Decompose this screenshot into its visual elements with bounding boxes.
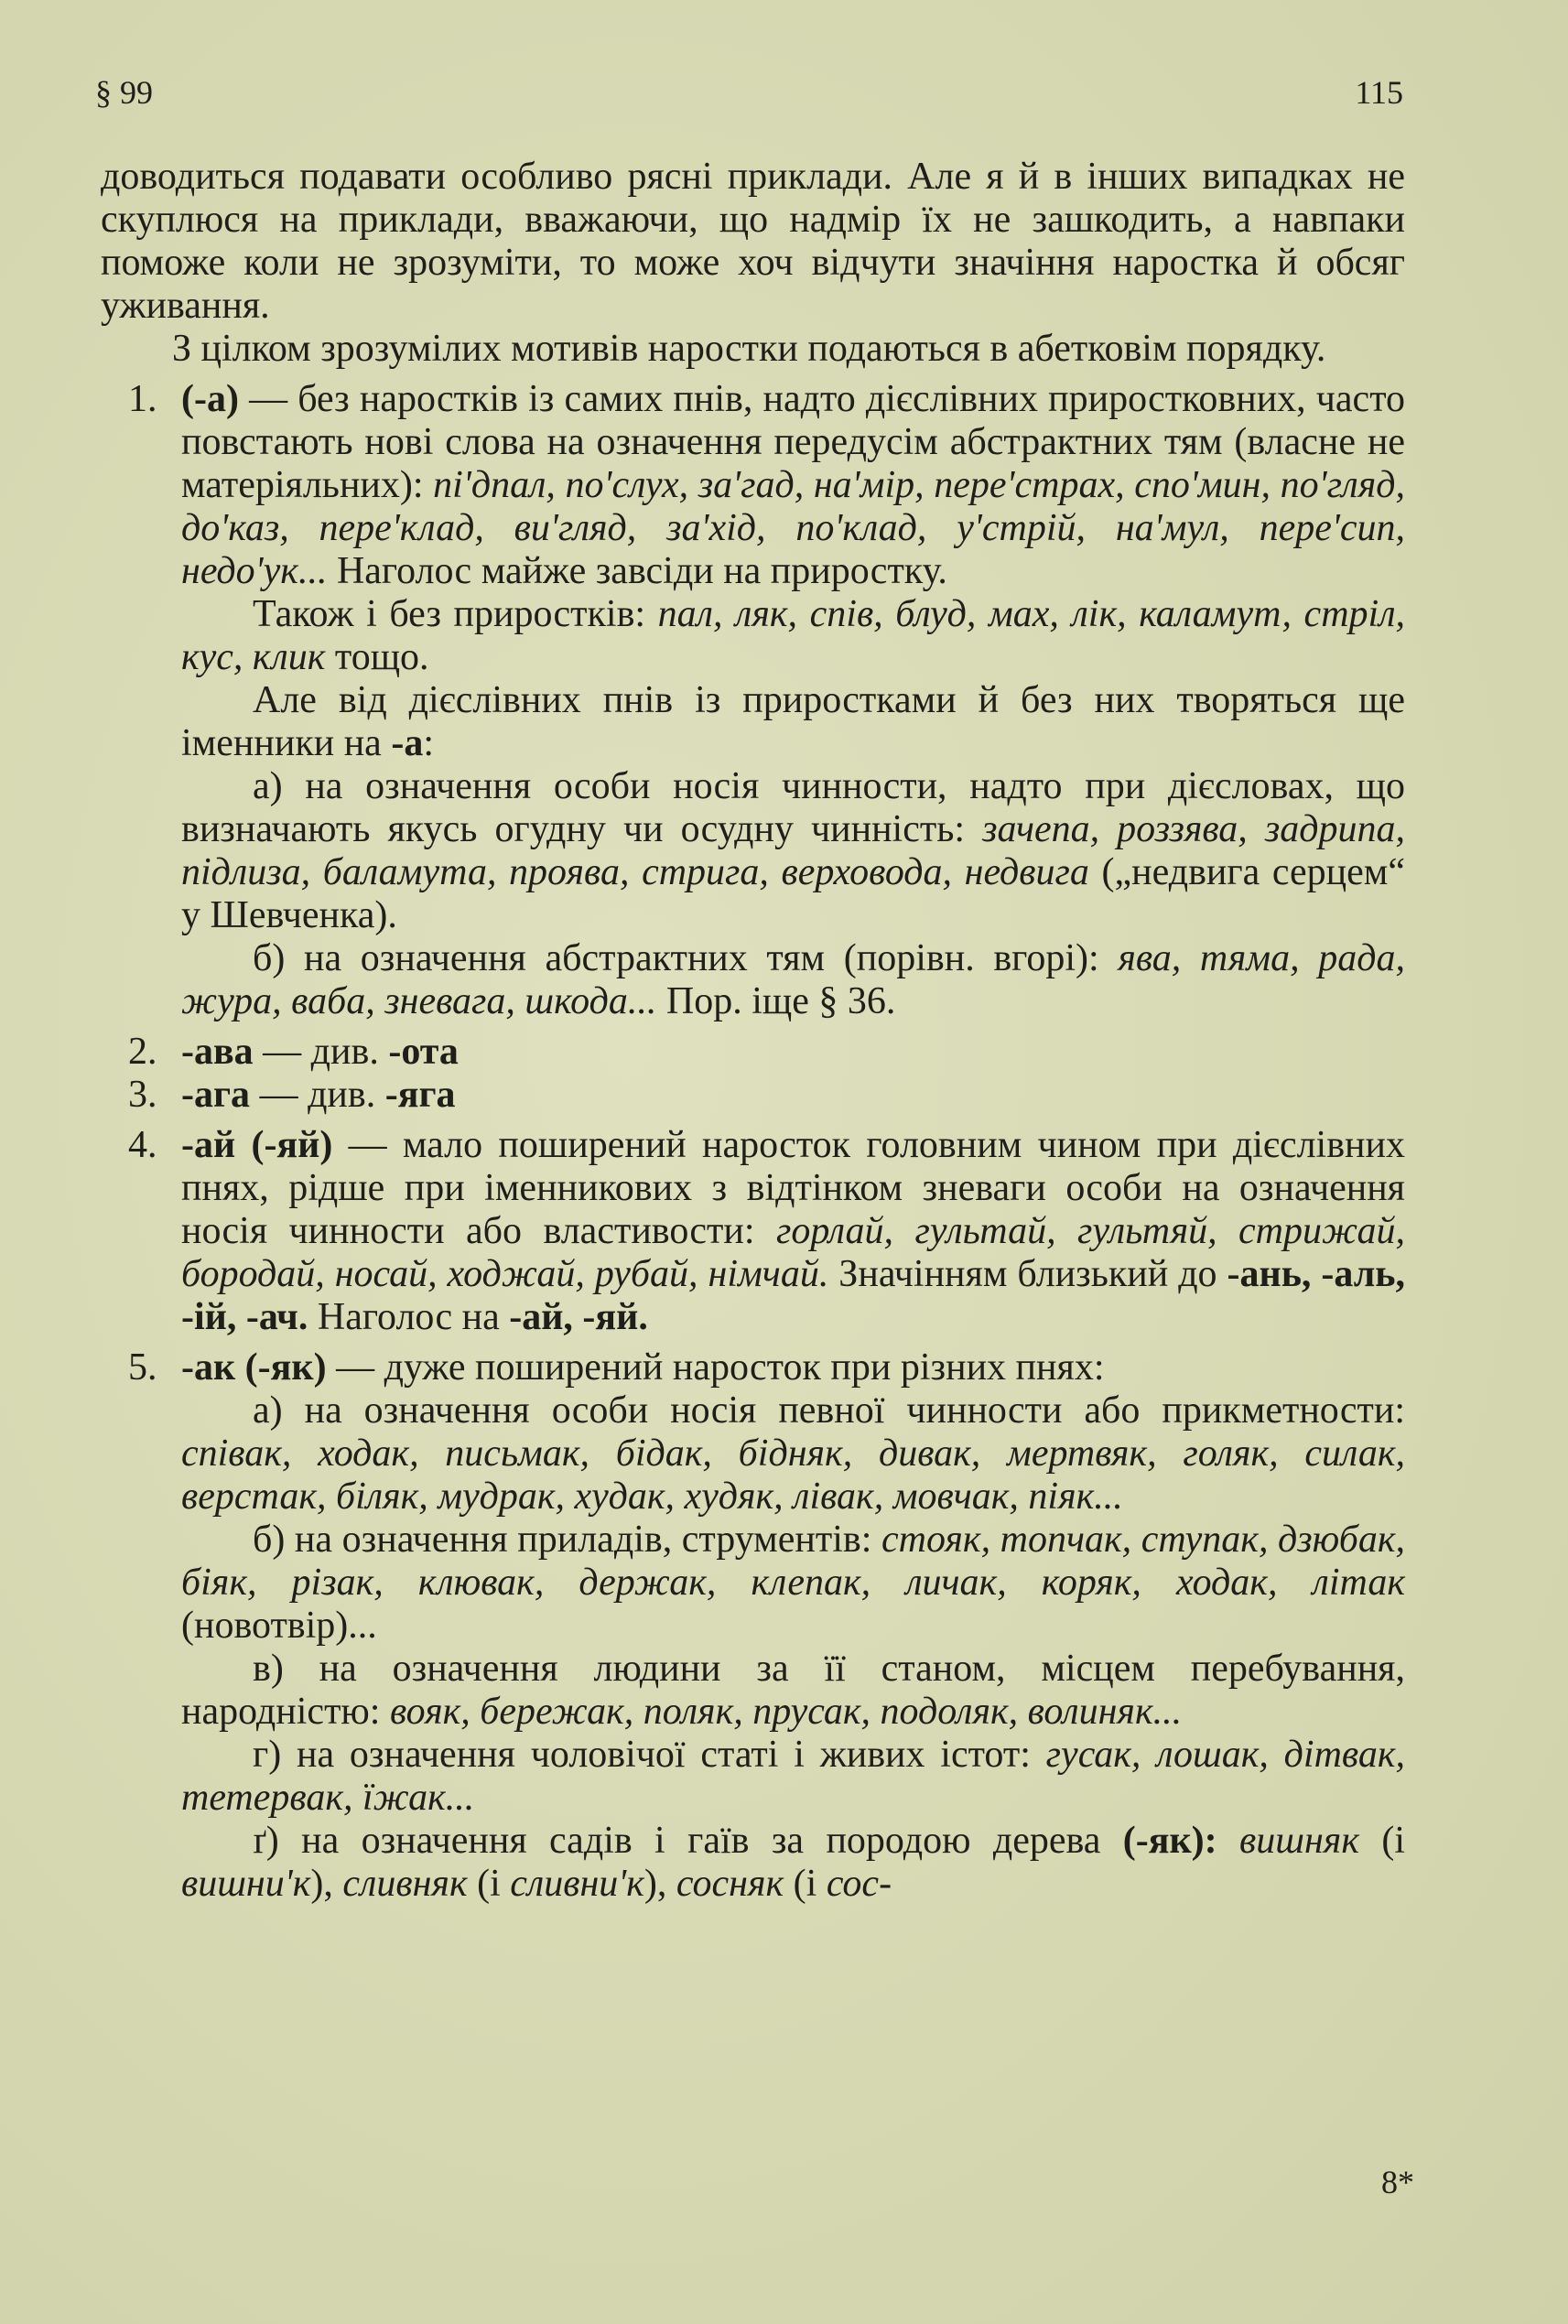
item-1-sub-b: б) на означення абстрактних тям (порівн. вгорі): ява, тяма, рада, жура, ваба, зневага, шкода... Пор. іще § 36. <box>181 937 1405 1022</box>
examples: пал, ляк, спів, блуд, мах, лік, каламут, стріл, кус, клик <box>181 593 1406 678</box>
item-number: 2. <box>128 1031 157 1073</box>
list-item-3: 3. -ага — див. -яга <box>128 1074 456 1116</box>
signature-mark: 8* <box>1381 2164 1414 2200</box>
examples: ява, тяма, рада, жура, ваба, зневага, шкода... <box>181 937 1405 1022</box>
item-1-para-2: Також і без приростків: пал, ляк, спів, блуд, мах, лік, каламут, стріл, кус, клик тощо. <box>181 593 1406 678</box>
examples: пі'дпал, по'слух, за'гад, на'мір, пере'страх, спо'мин, по'гляд, до'каз, пере'клад, ви'гляд, за'хід, по'клад, у'стрій, на'мул, пере'сип, недо'ук... <box>181 464 1405 592</box>
paragraph-2: З цілком зрозумілих мотивів наростки подаються в абетковім порядку. <box>172 328 1326 370</box>
examples: вояк, бережак, поляк, прусак, подоляк, волиняк... <box>389 1691 1183 1733</box>
suffix: -ага <box>181 1074 251 1116</box>
list-item-4: 4. -ай (-яй) — мало поширений наросток головним чином при дієслівних пнях, рідше при іменникових з відтінком зневаги особи на означення носія чинности або властивости: горлай, гультай, гультяй, стрижай, бородай, носай, ходжай, рубай, німчай. Значінням близький до -ань, -аль, -ій, -ач. Наголос на -ай, -яй. <box>128 1124 1405 1338</box>
examples: горлай, гультай, гультяй, стрижай, бородай, носай, ходжай, рубай, німчай. <box>181 1210 1405 1295</box>
suffix: (-як): <box>1122 1820 1217 1862</box>
section-number: § 99 <box>95 74 153 111</box>
page-body <box>101 156 1405 1906</box>
list-item-2: 2. -ава — див. -ота <box>128 1031 459 1073</box>
suffix: (-а) <box>181 378 239 420</box>
item-1-sub-a: а) на означення особи носія чинности, надто при дієсловах, що визначають якусь огудну чи осудну чинність: зачепа, роззява, задрипа, підлиза, баламута, проява, стрига, верховода, недвига („недвига серцем“ у Шевченка). <box>181 765 1405 936</box>
examples: гусак, лошак, дітвак, тетервак, їжак... <box>181 1734 1405 1819</box>
item-5-sub-v: в) на означення людини за її станом, місцем перебування, народністю: вояк, бережак, поляк, прусак, подоляк, волиняк... <box>181 1648 1405 1733</box>
list-item-1 <box>101 378 1405 1023</box>
item-number: 4. <box>128 1124 157 1166</box>
suffix: -ава <box>181 1031 254 1073</box>
item-number: 5. <box>128 1346 157 1389</box>
examples: стояк, топчак, ступак, дзюбак, біяк, різак, клювак, держак, клепак, личак, коряк, ходак, літак <box>181 1519 1405 1604</box>
suffix: -ань, -аль, -ій, -ач. <box>181 1253 1405 1338</box>
item-5-sub-gg: ґ) на означення садів і гаїв за породою дерева (-як): вишняк (і вишни'к), сливняк (і сливни'к), сосняк (і сос- <box>181 1820 1406 1905</box>
item-5-sub-g: г) на означення чоловічої статі і живих істот: гусак, лошак, дітвак, тетервак, їжак... <box>181 1734 1405 1819</box>
item-1-main: (-а) — без наростків із самих пнів, надто дієслівних приростковних, часто повстають нові слова на означення передусім абстрактних тям (власне не матеріяльних): пі'дпал, по'слух, за'гад, на'мір, пере'страх, спо'мин, по'гляд, до'каз, пере'клад, ви'гляд, за'хід, по'клад, у'стрій, на'мул, пере'сип, недо'ук... Наголос майже завсіди на приростку. <box>181 378 1405 592</box>
item-number: 1. <box>128 378 157 420</box>
examples: зачепа, роззява, задрипа, підлиза, баламута, проява, стрига, верховода, недвига <box>181 808 1405 893</box>
item-number: 3. <box>128 1074 157 1116</box>
suffix: -ак (-як) <box>181 1346 327 1389</box>
item-1-para-3: Але від дієслівних пнів із приростками й без них творяться ще іменники на -а: <box>181 679 1405 764</box>
cross-reference: -ота <box>388 1031 459 1073</box>
suffix: -ай (-яй) <box>181 1124 333 1166</box>
page-number: 115 <box>1355 74 1403 111</box>
item-5-sub-b: б) на означення приладів, струментів: стояк, топчак, ступак, дзюбак, біяк, різак, клювак, держак, клепак, личак, коряк, ходак, літак (новотвір)... <box>181 1519 1405 1647</box>
paragraph-1: доводиться подавати особливо рясні приклади. Але я й в інших випадках не скуплюся на приклади, вважаючи, що надмір їх не зашкодить, а навпаки поможе коли не зрозуміти, то може хоч відчути значіння наростка й обсяг уживання. <box>101 156 1405 327</box>
cross-reference: -яга <box>384 1074 456 1116</box>
suffix: -а <box>391 722 424 764</box>
list-item-5: 5. -ак (-як) — дуже поширений наросток при різних пнях: а) на означення особи носія певної чинности або прикметности: співак, ходак, письмак, бідак, бідняк, дивак, мертвяк, голяк, силак, верстак, біляк, мудрак, худак, худяк, лівак, мовчак, піяк... б) на означення приладів, струментів: стояк, топчак, ступак, дзюбак, біяк, різак, клювак, держак, клепак, личак, коряк, ходак, літак (новотвір)... в) на означення людини за її станом, місцем перебування, народністю: вояк, бережак, поляк, прусак, подоляк, волиняк... г) на означення чоловічої статі і живих істот: гусак, лошак, дітвак, тетервак, їжак... ґ) на означення садів і гаїв за породою дерева (-як): вишняк (і вишни'к), сливняк (і сливни'к), сосняк (і сос- <box>128 1346 1406 1905</box>
suffix: -ай, -яй. <box>509 1296 648 1338</box>
item-5-sub-a: а) на означення особи носія певної чинности або прикметности: співак, ходак, письмак, бідак, бідняк, дивак, мертвяк, голяк, силак, верстак, біляк, мудрак, худак, худяк, лівак, мовчак, піяк... <box>181 1389 1405 1518</box>
examples: співак, ходак, письмак, бідак, бідняк, дивак, мертвяк, голяк, силак, верстак, біляк, мудрак, худак, худяк, лівак, мовчак, піяк... <box>181 1432 1405 1518</box>
